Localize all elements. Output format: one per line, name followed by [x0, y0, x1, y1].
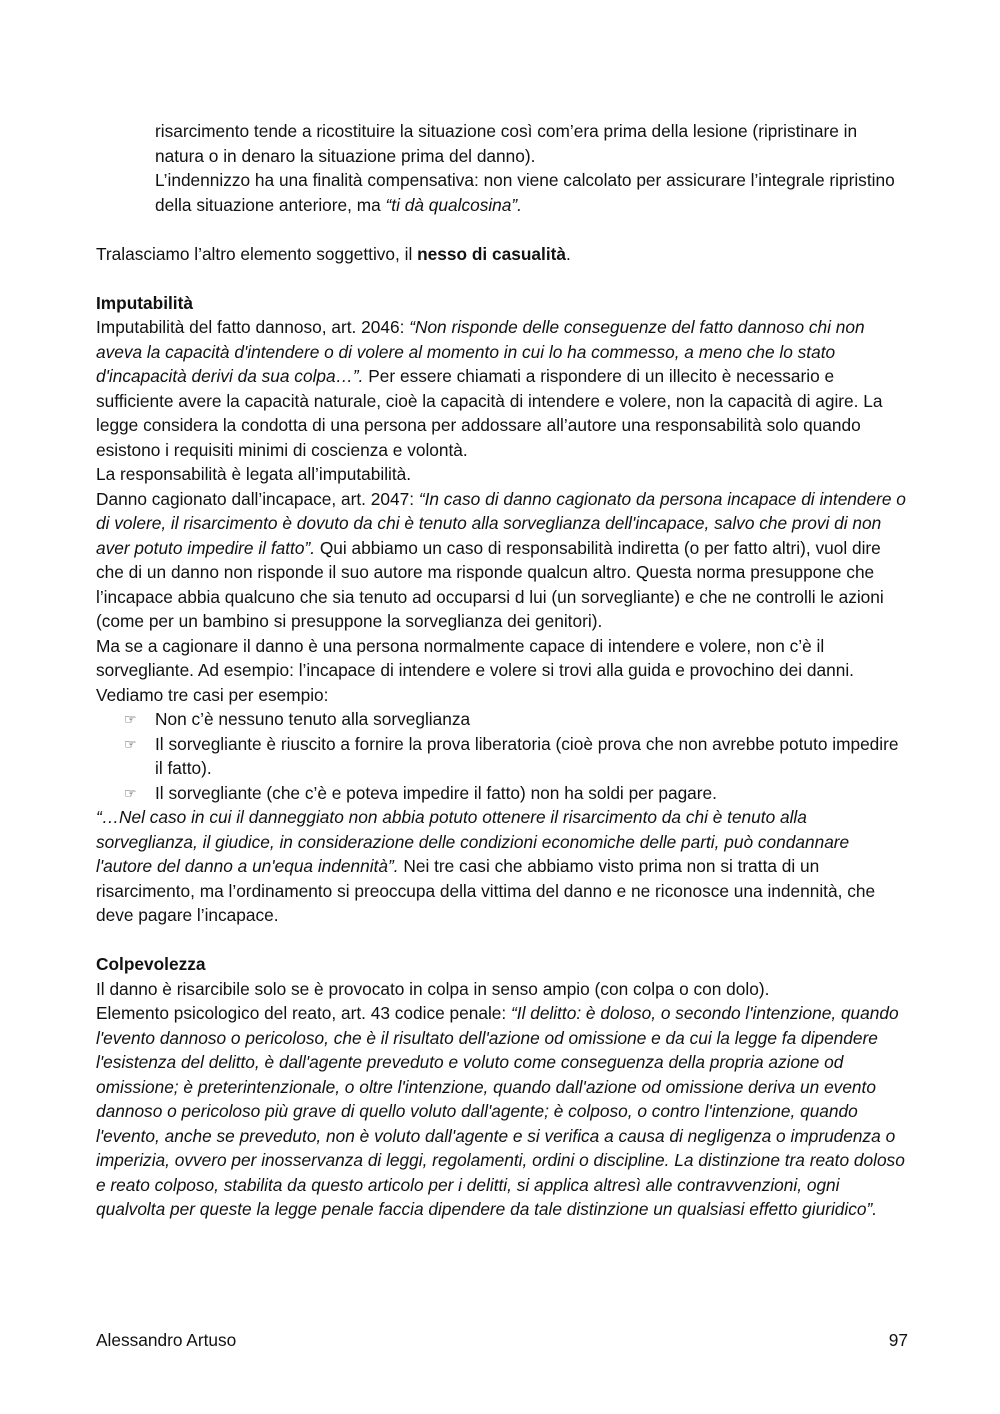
art-2047-explanation: Qui abbiamo un caso di responsabilità indiretta (o per fatto altri), vuol dire che di un danno non risponde il suo autore ma risponde qualcun altro. Questa norma presuppone che l’incapace abbia qualcuno che sia tenuto ad occuparsi d lui (un sorvegliante) e che ne controlli le azioni (come per un bambino si presuppone la sorveglianza dei genitori). — [96, 537, 884, 631]
indennita-explanation: Nei tre casi che abbiamo visto prima non si tratta di un risarcimento, ma l’ordinamento si preoccupa della vittima del danno e ne riconosce una indennità, che deve pagare l’incapace. — [96, 856, 876, 925]
imputabilita-paragraph-2: La responsabilità è legata all’imputabilità. — [96, 464, 412, 484]
intro-text: L’indennizzo ha una finalità compensativa: non viene calcolato per assicurare l’integrale ripristino della situazione anteriore, ma — [155, 170, 895, 215]
list-item: ☞ Il sorvegliante è riuscito a fornire la prova liberatoria (cioè prova che non avrebbe potuto impedire il fatto). — [124, 733, 899, 778]
art-2046-quote: “Non risponde delle conseguenze del fatto dannoso chi non aveva la capacità d'intendere o di volere al momento in cui lo ha commesso, a meno che lo stato d'incapacità derivi da sua colpa…”. — [96, 317, 865, 386]
imputabilita-paragraph-3 — [96, 487, 908, 634]
page-content — [96, 119, 908, 1222]
art-2046-explanation: Per essere chiamati a rispondere di un illecito è necessario e sufficiente avere la capacità naturale, cioè la capacità di intendere e volere, non la capacità di agire. La legge considera la condotta di una persona per addossare all’autore una responsabilità solo quando esistono i requisiti minimi di coscienza e volontà. — [96, 366, 883, 460]
page-number: 97 — [888, 1330, 908, 1350]
intro-paragraph-1: risarcimento tende a ricostituire la situazione così com’era prima della lesione (ripristinare in natura o in denaro la situazione prima del danno). — [155, 121, 858, 166]
art-2047-intro: Danno cagionato dall’incapace, art. 2047: — [96, 488, 419, 509]
nesso-text: Tralasciamo l’altro elemento soggettivo, il — [96, 243, 418, 264]
nesso-bold: nesso di casualità — [417, 243, 566, 264]
heading-colpevolezza: Colpevolezza — [96, 954, 206, 974]
art-43-intro: Elemento psicologico del reato, art. 43 codice penale: — [96, 1003, 512, 1023]
list-item: ☞ Il sorvegliante (che c’è e poteva impedire il fatto) non ha soldi per pagare. — [96, 781, 908, 806]
imputabilita-paragraph-4: Ma se a cagionare il danno è una persona normalmente capace di intendere e volere, non c’è il sorvegliante. Ad esempio: l’incapace di intendere e volere si trovi alla guida e provochino dei danni. Vediamo tre casi per esempio: — [96, 635, 854, 705]
imputabilita-paragraph-1 — [96, 315, 908, 462]
list-item: ☞ Non c’è nessuno tenuto alla sorveglianza — [96, 707, 908, 732]
page-footer — [96, 1328, 908, 1352]
art-2047-quote: “In caso di danno cagionato da persona incapace di intendere o di volere, il risarcimento è dovuto da chi è tenuto alla sorveglianza dell'incapace, salvo che provi di non aver potuto impedire il fatto”. — [96, 488, 906, 558]
intro-quote: “ti dà qualcosina”. — [385, 194, 522, 215]
nesso-paragraph — [96, 242, 908, 267]
nesso-end: . — [566, 243, 571, 264]
imputabilita-paragraph-5 — [96, 805, 908, 928]
footer-author: Alessandro Artuso — [96, 1330, 237, 1350]
colpevolezza-paragraph-2 — [96, 1001, 908, 1222]
intro-block — [96, 119, 908, 217]
indennita-quote: “…Nel caso in cui il danneggiato non abbia potuto ottenere il risarcimento da chi è tenuto alla sorveglianza, il giudice, in considerazione delle condizioni economiche delle parti, può condannare l'autore del danno a un'equa indennità”. — [96, 807, 850, 876]
pointing-hand-icon: ☞ — [124, 735, 137, 752]
intro-paragraph-2 — [155, 168, 908, 217]
pointing-hand-icon: ☞ — [124, 711, 137, 727]
art-2046-intro: Imputabilità del fatto dannoso, art. 2046: — [96, 317, 410, 337]
heading-imputabilita: Imputabilità — [96, 292, 193, 313]
colpevolezza-paragraph-1: Il danno è risarcibile solo se è provocato in colpa in senso ampio (con colpa o con dolo). — [96, 978, 770, 999]
art-43-quote: “Il delitto: è doloso, o secondo l'intenzione, quando l'evento dannoso o pericoloso, che è il risultato dell'azione od omissione e da cui la legge fa dipendere l'esistenza del delitto, è dall'agente preveduto e voluto come conseguenza della propria azione od omissione; è preterintenzionale, o oltre l'intenzione, quando dall'azione od omissione deriva un evento dannoso o pericoloso più grave di quello voluto dall'agente; è colposo, o contro l'intenzione, quando l'evento, anche se preveduto, non è voluto dall'agente e si verifica a causa di negligenza o imprudenza o imperizia, ovvero per inosservanza di leggi, regolamenti, ordini o discipline. La distinzione tra reato doloso e reato colposo, stabilita da questo articolo per i delitti, si applica altresì alle contravvenzioni, ogni qualvolta per queste la legge penale faccia dipendere da tale distinzione un qualsiasi effetto giuridico”. — [96, 1003, 905, 1219]
cases-list — [96, 707, 908, 805]
pointing-hand-icon: ☞ — [124, 784, 137, 801]
